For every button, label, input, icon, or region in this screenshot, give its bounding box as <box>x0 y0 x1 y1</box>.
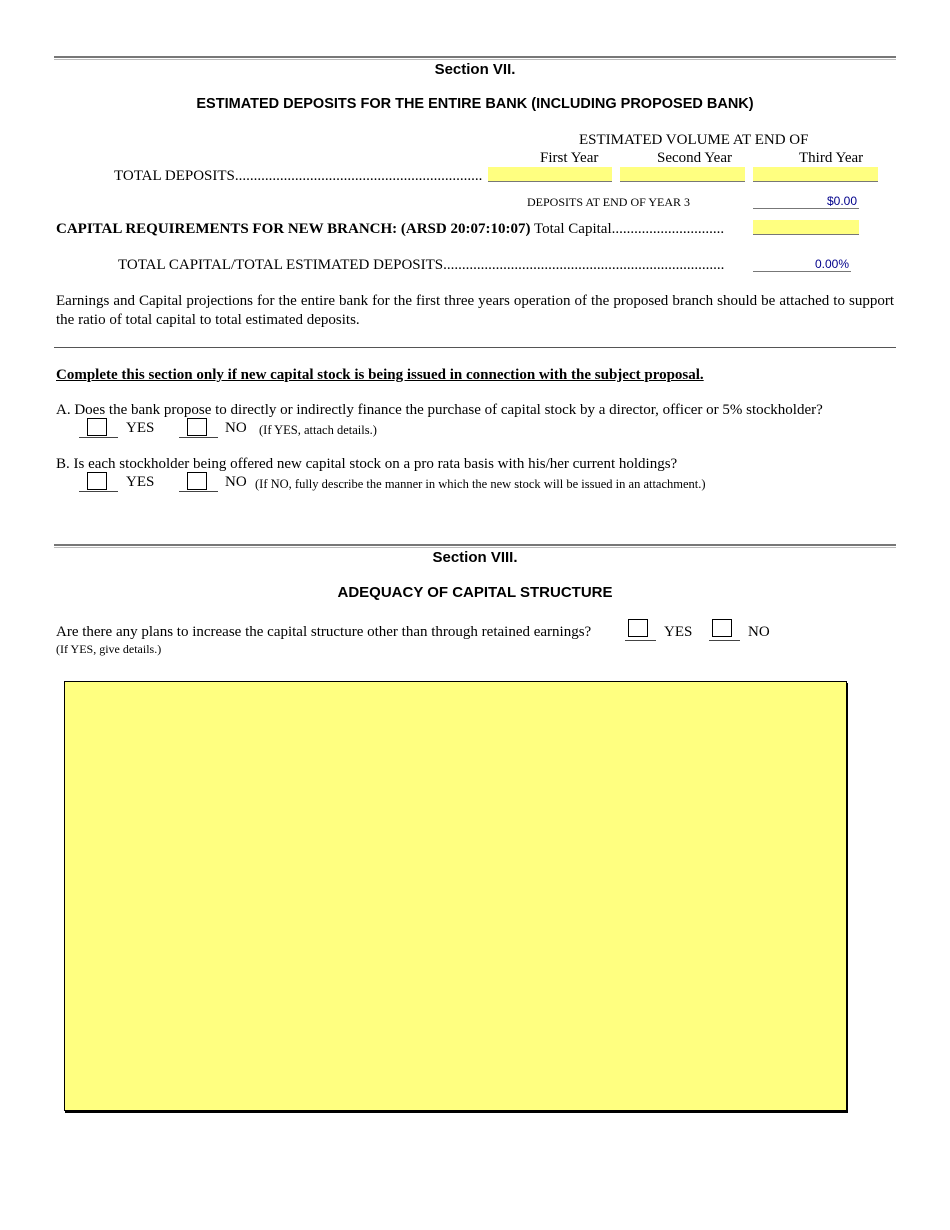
total-capital-field[interactable] <box>753 220 859 235</box>
total-deposits-first-year-field[interactable] <box>488 167 612 182</box>
capital-plans-no-label: NO <box>748 624 770 640</box>
capital-requirements-bold: CAPITAL REQUIREMENTS FOR NEW BRANCH: (ARSD 20:07:10:07) <box>56 221 531 237</box>
question-b-yes-label: YES <box>126 474 155 490</box>
capital-plans-yes-underline <box>625 640 656 641</box>
question-a-note: (If YES, attach details.) <box>259 423 377 437</box>
question-b-no-label: NO <box>225 474 247 490</box>
section8-top-rule <box>54 544 896 548</box>
capital-plans-no-checkbox[interactable] <box>712 619 732 637</box>
ratio-label: TOTAL CAPITAL/TOTAL ESTIMATED DEPOSITS........................................................................... <box>118 257 725 273</box>
section7-title: Section VII. <box>434 61 516 78</box>
total-deposits-second-year-field[interactable] <box>620 167 745 182</box>
question-b-no-checkbox[interactable] <box>187 472 207 490</box>
total-deposits-third-year-field[interactable] <box>753 167 878 182</box>
deposits-year3-value: $0.00 <box>753 194 859 209</box>
question-b-no-underline <box>179 491 218 492</box>
section7-top-rule <box>54 56 896 60</box>
col-third-year: Third Year <box>799 150 864 166</box>
capital-plans-question: Are there any plans to increase the capital structure other than through retained earnings? <box>56 624 592 640</box>
question-b-yes-checkbox[interactable] <box>87 472 107 490</box>
ratio-value: 0.00% <box>753 257 851 272</box>
section7-subtitle: ESTIMATED DEPOSITS FOR THE ENTIRE BANK (INCLUDING PROPOSED BANK) <box>196 96 754 112</box>
question-b-yes-underline <box>79 491 118 492</box>
capital-plans-details-textarea[interactable] <box>64 681 847 1111</box>
capital-plans-yes-checkbox[interactable] <box>628 619 648 637</box>
question-a-no-checkbox[interactable] <box>187 418 207 436</box>
projection-note: Earnings and Capital projections for the entire bank for the first three years operation of the proposed branch should be attached to support the ratio of total capital to total estimated deposits. <box>56 293 894 328</box>
question-b-text: B. Is each stockholder being offered new capital stock on a pro rata basis with his/her current holdings? <box>56 456 678 472</box>
stock-section-heading: Complete this section only if new capital stock is being issued in connection with the subject proposal. <box>56 367 704 383</box>
col-first-year: First Year <box>540 150 599 166</box>
capital-plans-note: (If YES, give details.) <box>56 642 162 656</box>
question-a-yes-checkbox[interactable] <box>87 418 107 436</box>
deposits-year3-label: DEPOSITS AT END OF YEAR 3 <box>527 195 691 209</box>
question-a-no-label: NO <box>225 420 247 436</box>
capital-requirements-label <box>56 221 724 238</box>
question-a-text: A. Does the bank propose to directly or indirectly finance the purchase of capital stock by a director, officer or 5% stockholder? <box>56 402 823 418</box>
capital-plans-yes-label: YES <box>664 624 693 640</box>
stock-section-rule <box>54 347 896 348</box>
question-a-yes-label: YES <box>126 420 155 436</box>
question-a-yes-underline <box>79 437 118 438</box>
total-capital-label: Total Capital.............................. <box>530 221 725 237</box>
section8-title: Section VIII. <box>432 549 518 566</box>
question-a-no-underline <box>179 437 218 438</box>
capital-plans-no-underline <box>709 640 740 641</box>
volume-header: ESTIMATED VOLUME AT END OF <box>579 132 809 148</box>
col-second-year: Second Year <box>657 150 732 166</box>
total-deposits-label: TOTAL DEPOSITS.................................................................. <box>114 168 483 184</box>
section8-subtitle: ADEQUACY OF CAPITAL STRUCTURE <box>337 584 613 601</box>
question-b-note: (If NO, fully describe the manner in which the new stock will be issued in an attachment.) <box>255 477 706 491</box>
